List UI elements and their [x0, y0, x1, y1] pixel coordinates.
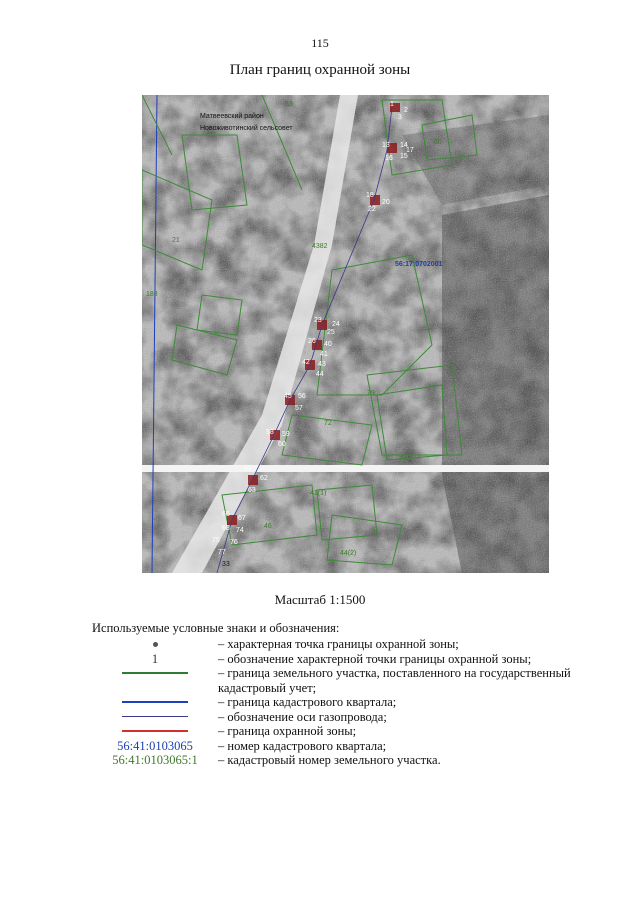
page-title: План границ охранной зоны — [229, 62, 411, 78]
legend-row-parcel-number — [92, 753, 612, 768]
legend-desc: – граница кадастрового квартала; — [218, 695, 397, 709]
point-label: 3 — [398, 114, 402, 121]
legend-row-gas-axis — [92, 710, 612, 725]
point-label: 56 — [298, 393, 306, 400]
point-label: 68 — [222, 525, 230, 532]
legend-desc: – граница охранной зоны; — [218, 724, 357, 738]
green-line-icon — [122, 672, 188, 674]
map-label-parcel: 72 — [324, 420, 332, 427]
point-label: 25 — [327, 329, 335, 336]
legend-row-point — [92, 637, 612, 652]
map-label-parcel: 21 — [172, 237, 180, 244]
map-label-parcel: 79 — [367, 390, 375, 397]
legend-desc: – обозначение оси газопровода; — [218, 709, 387, 724]
legend-desc: – обозначение характерной точки границы охранной зоны; — [218, 651, 532, 666]
map-label-parcel: 41(1) — [310, 490, 327, 497]
legend-symbol-text: 1 — [151, 651, 159, 666]
legend-desc: – номер кадастрового квартала; — [218, 738, 387, 753]
point-label: 58 — [266, 429, 274, 436]
legend-row-quarter-number — [92, 739, 612, 754]
point-label: 45 — [284, 393, 292, 400]
point-label: 59 — [282, 431, 290, 438]
map-label-parcel: 4382 — [312, 243, 328, 250]
map-label-council: Новоживотинский сельсовет — [200, 125, 293, 132]
aerial-map — [142, 95, 549, 573]
legend-symbol-text: 56:41:0103065 — [117, 738, 193, 753]
legend-row-protection-zone — [92, 724, 612, 739]
gas-axis-line-icon — [122, 716, 188, 717]
point-label: 44 — [316, 371, 324, 378]
legend-desc: – характерная точка границы охранной зоны; — [218, 637, 459, 651]
legend-symbol-text: 56:41:0103065:1 — [112, 753, 198, 767]
point-label: 16 — [385, 155, 393, 162]
legend-heading: Используемые условные знаки и обозначения: — [92, 621, 340, 635]
map-label-parcel: 44(2) — [340, 550, 357, 557]
map-label-parcel: 60 — [434, 139, 442, 146]
point-label: 13 — [382, 142, 390, 149]
map-canvas — [142, 95, 549, 573]
legend-desc: – граница земельного участка, поставленного на государственный кадастровый учет; — [218, 666, 571, 695]
point-label: 22 — [368, 206, 376, 213]
legend — [92, 637, 612, 768]
point-label: 61 — [244, 465, 252, 472]
legend-row-quarter-boundary — [92, 695, 612, 710]
point-label: 26 — [308, 338, 316, 345]
map-label-parcel: 33 — [222, 561, 230, 568]
point-label: 76 — [230, 539, 238, 546]
point-label: 2 — [404, 107, 408, 114]
point-label: 77 — [218, 549, 226, 556]
page-number: 115 — [311, 36, 329, 50]
point-label: 17 — [406, 147, 414, 154]
point-label: 20 — [382, 199, 390, 206]
point-label: 66 — [222, 511, 230, 518]
point-label: 14 — [400, 142, 408, 149]
map-label-district: Матвеевский район — [200, 113, 264, 120]
red-line-icon — [122, 730, 188, 732]
point-label: 60 — [278, 441, 286, 448]
point-label: 63 — [248, 487, 256, 494]
blue-line-icon — [122, 701, 188, 703]
point-label: 1 — [390, 101, 394, 108]
point-label: 67 — [238, 515, 246, 522]
map-scale: Масштаб 1:1500 — [274, 592, 366, 607]
point-label: 18 — [366, 192, 374, 199]
map-label-parcel: 46 — [264, 523, 272, 530]
map-label-quarter: 56:17:0702001 — [395, 261, 443, 268]
point-label: 40 — [324, 341, 332, 348]
point-label: 15 — [400, 153, 408, 160]
legend-desc: – кадастровый номер земельного участка. — [218, 753, 441, 767]
point-label: 74 — [236, 527, 244, 534]
point-label: 43 — [318, 361, 326, 368]
map-label-parcel: 53 — [285, 101, 293, 108]
legend-row-point-label — [92, 652, 612, 667]
point-label: 75 — [212, 537, 220, 544]
point-label: 42 — [302, 359, 310, 366]
point-label: 62 — [260, 475, 268, 482]
legend-row-parcel-boundary — [92, 666, 612, 695]
map-label-parcel: 183 — [146, 291, 158, 298]
point-label: 57 — [295, 405, 303, 412]
point-label: 41 — [320, 351, 328, 358]
point-label: 24 — [332, 321, 340, 328]
boundary-point-icon — [153, 642, 158, 647]
point-label: 23 — [314, 317, 322, 324]
